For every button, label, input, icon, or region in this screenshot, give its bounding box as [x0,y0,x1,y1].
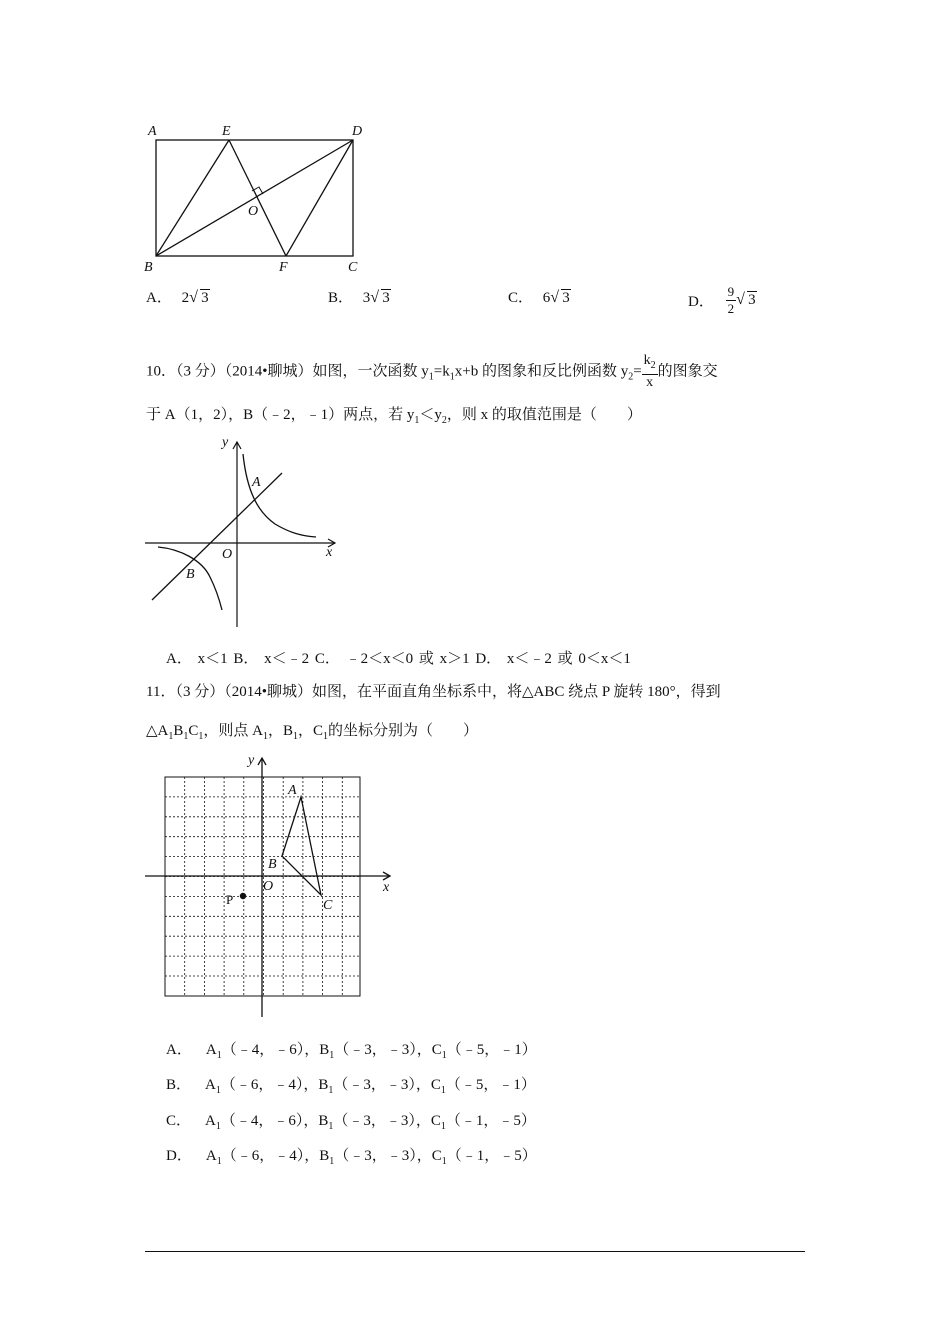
sqrt-symbol: √ 3 [189,290,210,307]
q10-stem-line2: 于 A（1，2），B（﹣2，﹣1）两点，若 $y_1<y_2$，则 x 的取值范围是（ ） [146,407,642,426]
axis-x-label: x [383,880,390,895]
point-A-label: A [288,783,297,798]
fraction: $\frac{9}{2}$ [727,284,735,316]
option-label: C． [508,290,534,306]
q11-stem-line1: 11．（3 分）（2014•聊城）如图，在平面直角坐标系中，将△ABC 绕点 P 旋转 180°，得到 [146,684,721,700]
label-D: D [352,124,363,139]
q9-option-a[interactable]: A． 2√ 3 [146,286,210,307]
q11-stem-line2: $\triangle A_1B_1C_1$，则点 $A_1$，$B_1$，$C_1$的坐标分别为（ ） [146,723,479,742]
q10-function-graph [140,432,340,632]
point-B-label: B [268,857,277,872]
q10-options[interactable]: A． x＜1 B． x＜﹣2 C． ﹣2＜x＜0 或 x＞1 D． x＜﹣2 或 0＜x＜1 [166,651,631,667]
label-E: E [222,124,231,139]
q9-option-c[interactable]: C． 6√ 3 [508,286,571,307]
option-label: A． [146,290,172,306]
q9-rectangle-figure [140,118,380,278]
sqrt-symbol: √ 3 [550,290,571,307]
q11-option-b[interactable]: B． $A_1(﹣6$，﹣4），$B_1(﹣3$，﹣3），$C_1(﹣5$，﹣1） [166,1077,536,1096]
q11-grid-figure [140,752,400,1024]
label-O: O [248,204,259,219]
label-B: B [144,260,153,275]
label-A: A [148,124,157,139]
q11-option-a[interactable]: A． $A_1(﹣4$，﹣6），$B_1(﹣3$，﹣3），$C_1(﹣5$，﹣1） [166,1042,537,1061]
option-label: B． [328,290,354,306]
option-label: D． [688,294,714,310]
point-P-label: P [226,892,234,907]
q9-option-b[interactable]: B． 3√ 3 [328,286,391,307]
point-C-label: C [323,898,333,913]
origin-label: O [222,547,233,562]
q9-option-d[interactable] [688,284,757,317]
q11-option-d[interactable]: D． $A_1(﹣6$，﹣4），$B_1(﹣3$，﹣3），$C_1(﹣1$，﹣5） [166,1148,537,1167]
point-A-label: A [252,475,261,490]
q11-option-c[interactable]: C． $A_1(﹣4$，﹣6），$B_1(﹣3$，﹣3），$C_1(﹣1$，﹣5） [166,1113,536,1132]
origin-label: O [263,879,274,894]
label-F: F [279,260,288,275]
sqrt-symbol: √ 3 [736,292,757,309]
label-C: C [348,260,358,275]
q10-stem-line1: 10．（3 分）（2014•聊城）如图，一次函数 $y_1=k_1x+b$ 的图象和反比例函数 $y_2=$ $\frac{k_2}{x}$ 的图象交 [146,353,718,390]
fraction-k2-over-x: $\frac{k_2}{x}$ [643,353,656,390]
sqrt-symbol: √ 3 [370,290,391,307]
footer-rule [145,1251,805,1252]
axis-x-label: x [326,545,333,560]
axis-y-label: y [248,753,255,768]
axis-y-label: y [222,435,229,450]
point-B-label: B [186,567,195,582]
